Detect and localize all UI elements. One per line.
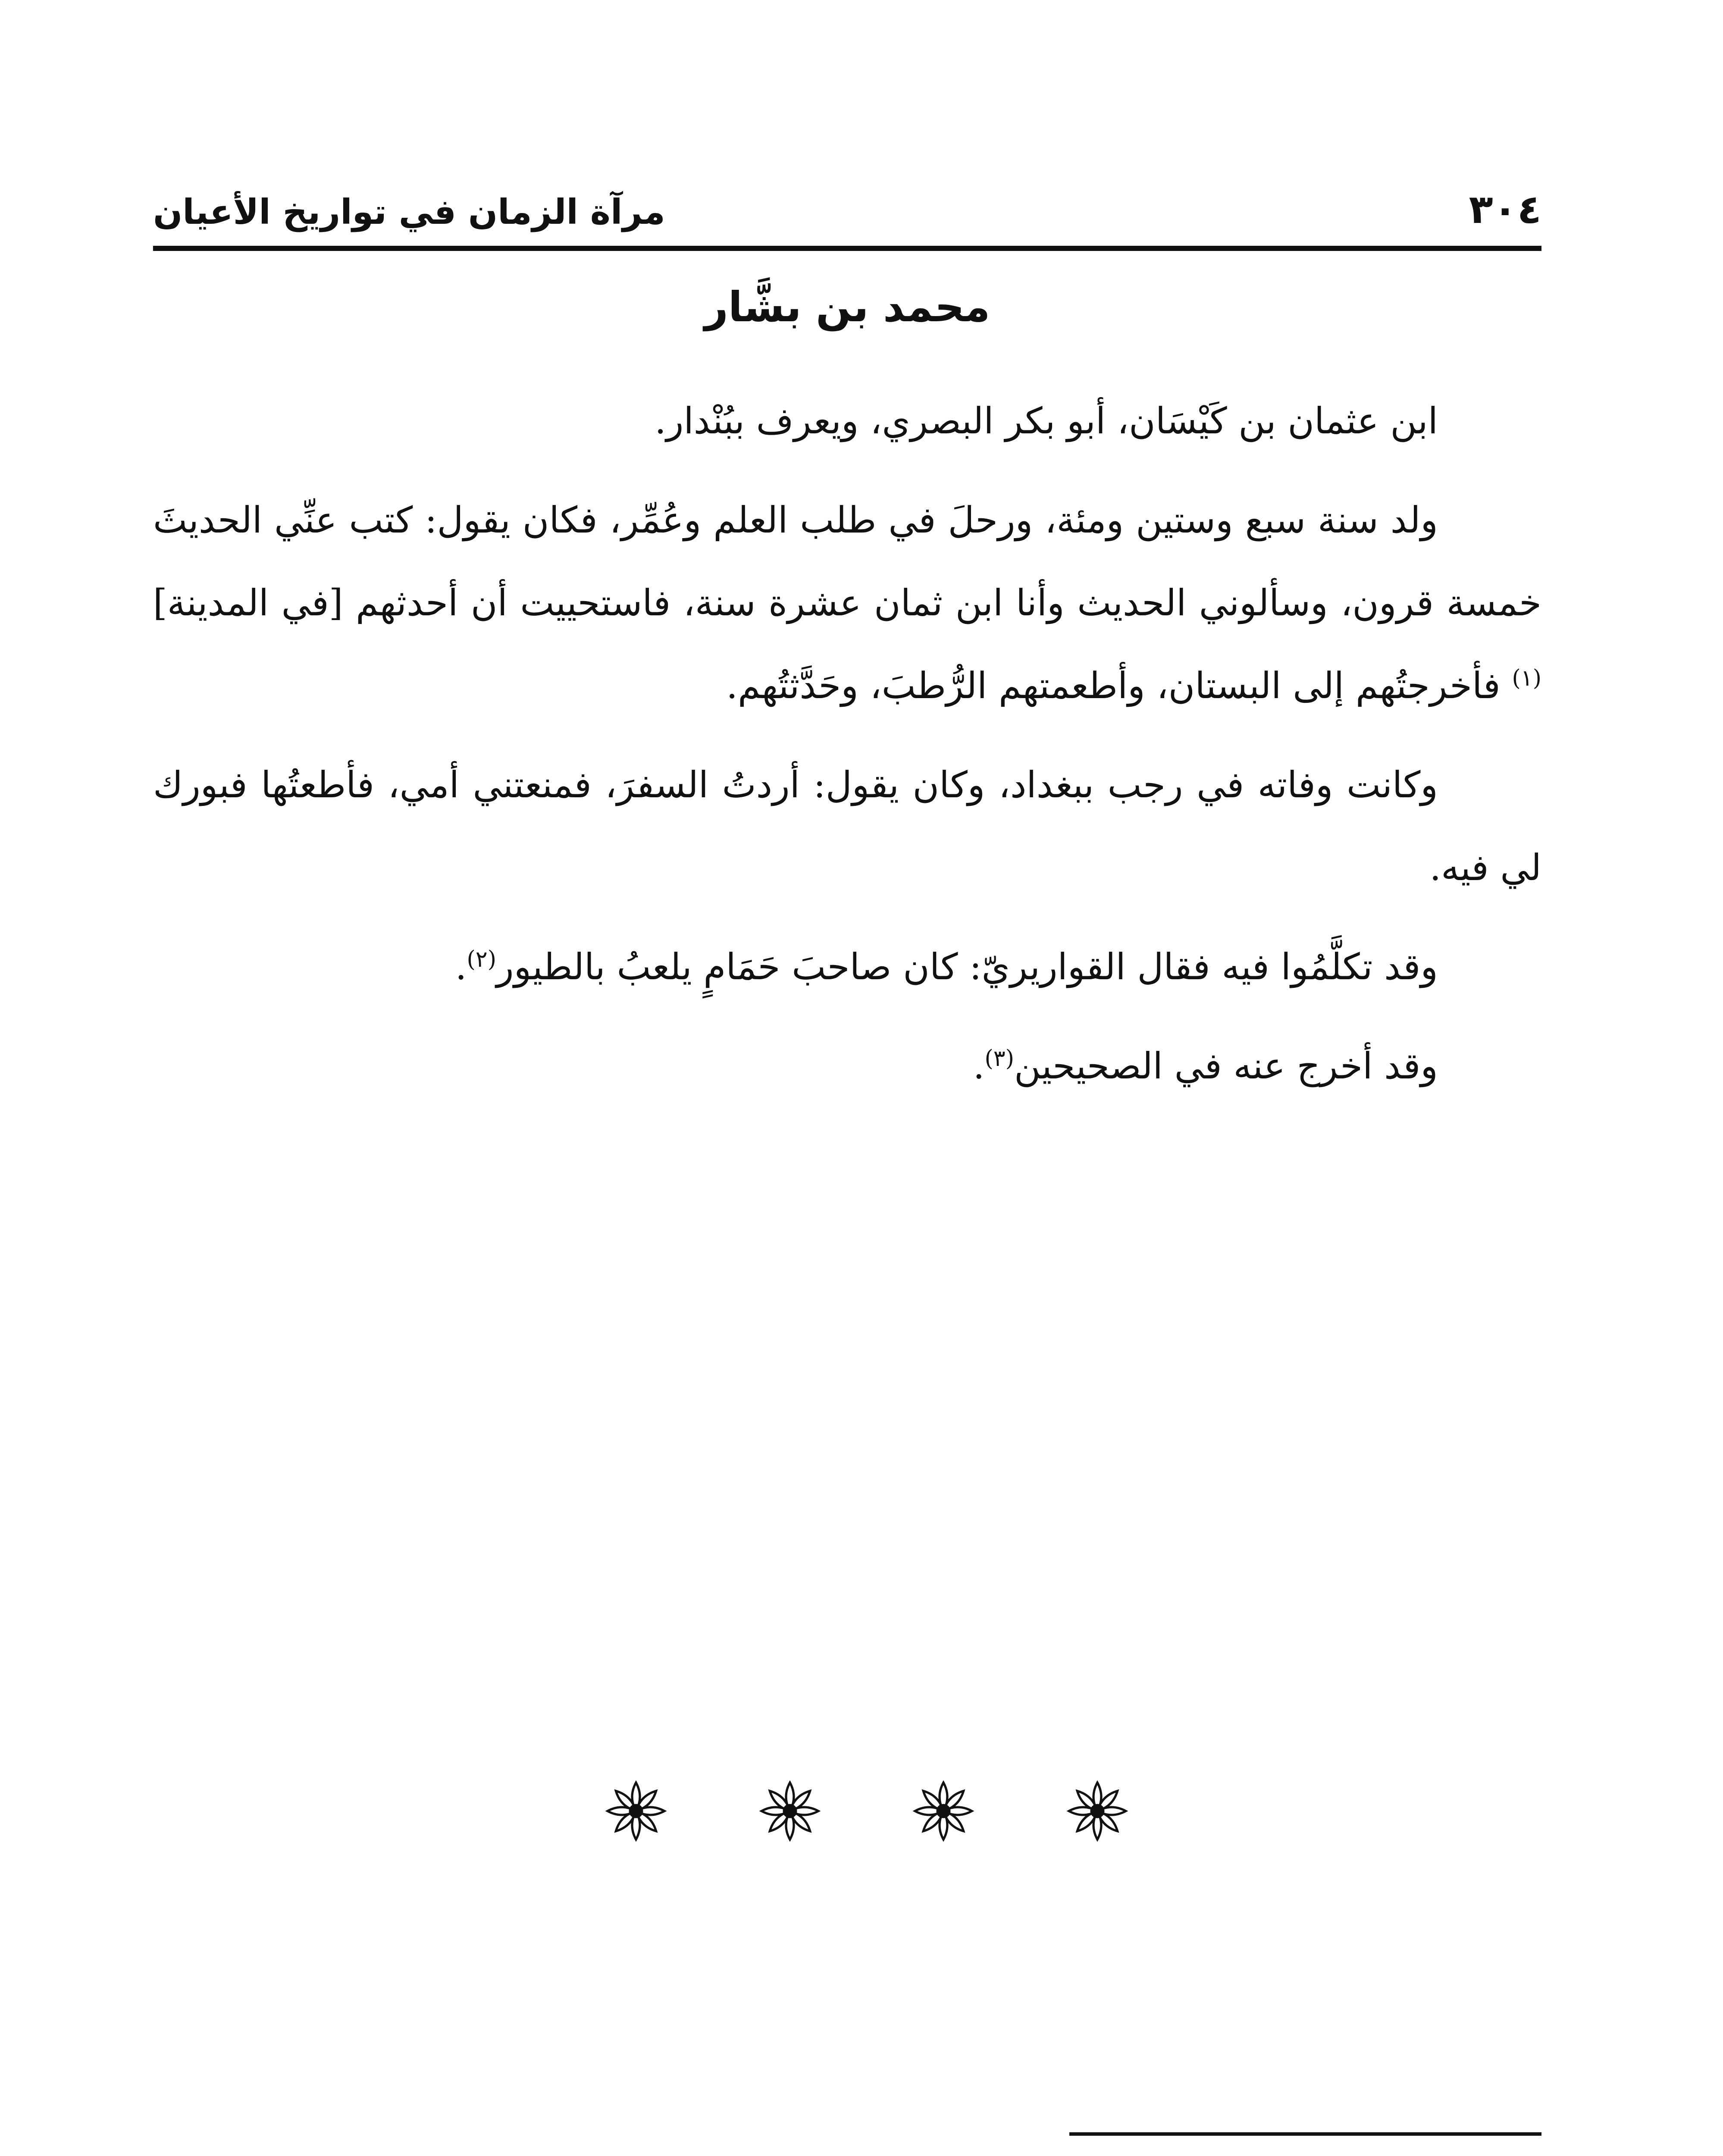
header-rule [153,246,1541,251]
running-title: مرآة الزمان في تواريخ الأعيان [153,192,665,232]
paragraph-sahihayn [153,1025,1541,1107]
paragraph-death [153,743,1541,909]
paragraph-text: وكانت وفاته في رجب ببغداد، وكان يقول: أردتُ السفرَ، فمنعتني أمي، فأطعتُها فبورك لي فيه. [153,764,1541,889]
paragraph-text: . [973,1045,985,1087]
paragraph-lineage [153,379,1541,462]
paragraph-text: وقد أخرج عنه في الصحيحين [1014,1045,1438,1087]
paragraph-text: . [455,946,467,988]
footnote-separator [1069,2132,1541,2136]
paragraph-criticism [153,925,1541,1008]
footnote-ref-2[interactable]: (٢) [467,946,497,972]
floral-ornament-icon [911,1779,976,1843]
floral-ornament-icon [758,1779,822,1843]
paragraph-text: ابن عثمان بن كَيْسَان، أبو بكر البصري، ويعرف ببُنْدار. [655,400,1438,442]
paragraph-text: وقد تكلَّمُوا فيه فقال القواريريّ: كان صاحبَ حَمَامٍ يلعبُ بالطيور [496,946,1438,988]
paragraph-birth [153,479,1541,727]
entry-body [153,379,1541,1124]
entry-title: محمد بن بشَّار [704,283,990,331]
floral-ornament-icon [604,1779,668,1843]
running-header [153,160,1541,232]
floral-ornament-icon [1065,1779,1130,1843]
footnote-ref-1[interactable]: (١) [1512,665,1541,691]
paragraph-text: ولد سنة سبع وستين ومئة، ورحلَ في طلب العلم وعُمِّر، فكان يقول: كتب عنِّي الحديثَ خمسة قرون، وسألوني الحديث وأنا ابن ثمان عشرة سنة، فاستحييت أن أحدثهم [في المدينة] [153,499,1541,624]
footnote-ref-3[interactable]: (٣) [984,1046,1015,1072]
paragraph-text: فأخرجتُهم إلى البستان، وأطعمتهم الرُّطبَ، وحَدَّثتُهم. [726,664,1512,707]
page-number: ٣٠٤ [1469,186,1541,232]
section-divider-ornaments [604,1777,1130,1846]
